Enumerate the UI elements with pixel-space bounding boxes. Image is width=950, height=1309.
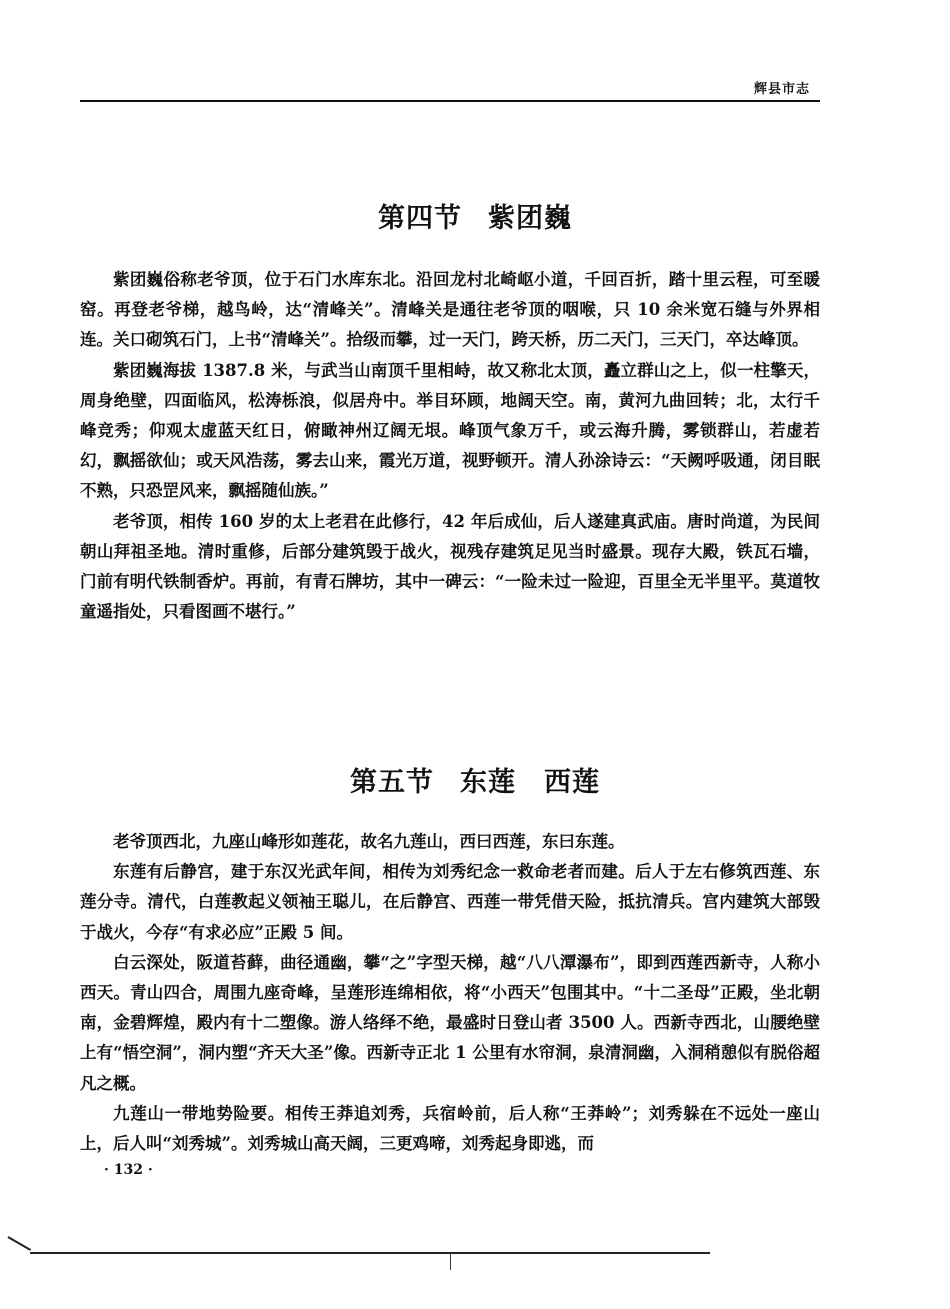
section-body (80, 827, 820, 1159)
section-number: 第四节 (378, 203, 462, 234)
scan-edge-line (30, 1252, 710, 1254)
section-title: 东莲 西莲 (460, 767, 600, 798)
scan-edge-mark (8, 1236, 32, 1251)
paragraph: 紫团巍海拔 1387.8 米，与武当山南顶千里相峙，故又称北太顶，矗立群山之上，似一柱擎天，周身绝壁，四面临风，松涛栎浪，似居舟中。举目环顾，地阔天空。南，黄河九曲回转；北，太行千峰竞秀；仰观太虚蓝天红日，俯瞰神州辽阔无垠。峰顶气象万千，或云海升腾，雾锁群山，若虚若幻，飘摇欲仙；或天风浩荡，雾去山来，霞光万道，视野顿开。清人孙涂诗云：“天阙呼吸通，闭目眠不熟，只恐罡风来，飘摇随仙族。” (80, 360, 820, 501)
header-rule (80, 100, 820, 102)
section-heading (0, 760, 950, 799)
section-title: 紫团巍 (488, 203, 572, 234)
page-number: · 132 · (104, 1162, 153, 1178)
paragraph: 老爷顶，相传 160 岁的太上老君在此修行，42 年后成仙，后人遂建真武庙。唐时尚道，为民间朝山拜祖圣地。清时重修，后部分建筑毁于战火，视残存建筑足见当时盛景。现存大殿，铁瓦石墙，门前有明代铁制香炉。再前，有青石牌坊，其中一碑云：“一险未过一险迎，百里全无半里平。莫道牧童遥指处，只看图画不堪行。” (80, 511, 820, 622)
paragraph: 紫团巍俗称老爷顶，位于石门水库东北。沿回龙村北崎岖小道，千回百折，踏十里云程，可至暖窑。再登老爷梯，越鸟岭，达“清峰关”。清峰关是通往老爷顶的咽喉，只 10 余米宽石缝与外界相连。关口砌筑石门，上书“清峰关”。拾级而攀，过一天门，跨天桥，历二天门，三天门，卒达峰顶。 (80, 270, 820, 350)
section-body (80, 265, 820, 627)
running-header-title: 辉县市志 (753, 82, 810, 97)
paragraph: 老爷顶西北，九座山峰形如莲花，故名九莲山，西曰西莲，东曰东莲。 (113, 832, 625, 851)
section-number: 第五节 (350, 767, 434, 798)
scan-edge-tick (450, 1252, 451, 1270)
paragraph: 东莲有后静宫，建于东汉光武年间，相传为刘秀纪念一救命老者而建。后人于左右修筑西莲、东莲分寺。清代，白莲教起义领袖王聪儿，在后静宫、西莲一带凭借天险，抵抗清兵。宫内建筑大部毁于战火，今存“有求必应”正殿 5 间。 (80, 862, 820, 942)
paragraph: 九莲山一带地势险要。相传王莽追刘秀，兵宿岭前，后人称“王莽岭”；刘秀躲在不远处一座山上，后人叫“刘秀城”。刘秀城山高天阔，三更鸡啼，刘秀起身即逃，而 (80, 1103, 820, 1154)
paragraph: 白云深处，阪道苔藓，曲径通幽，攀“之”字型天梯，越“八八潭瀑布”，即到西莲西新寺，人称小西天。青山四合，周围九座奇峰，呈莲形连绵相依，将“小西天”包围其中。“十二圣母”正殿，坐北朝南，金碧辉煌，殿内有十二塑像。游人络绎不绝，最盛时日登山者 3500 人。西新寺西北，山腰绝壁上有“悟空洞”，洞内塑“齐天大圣”像。西新寺正北 1 公里有水帘洞，泉清洞幽，入洞稍憩似有脱俗超凡之概。 (80, 952, 820, 1093)
section-heading (0, 196, 950, 235)
